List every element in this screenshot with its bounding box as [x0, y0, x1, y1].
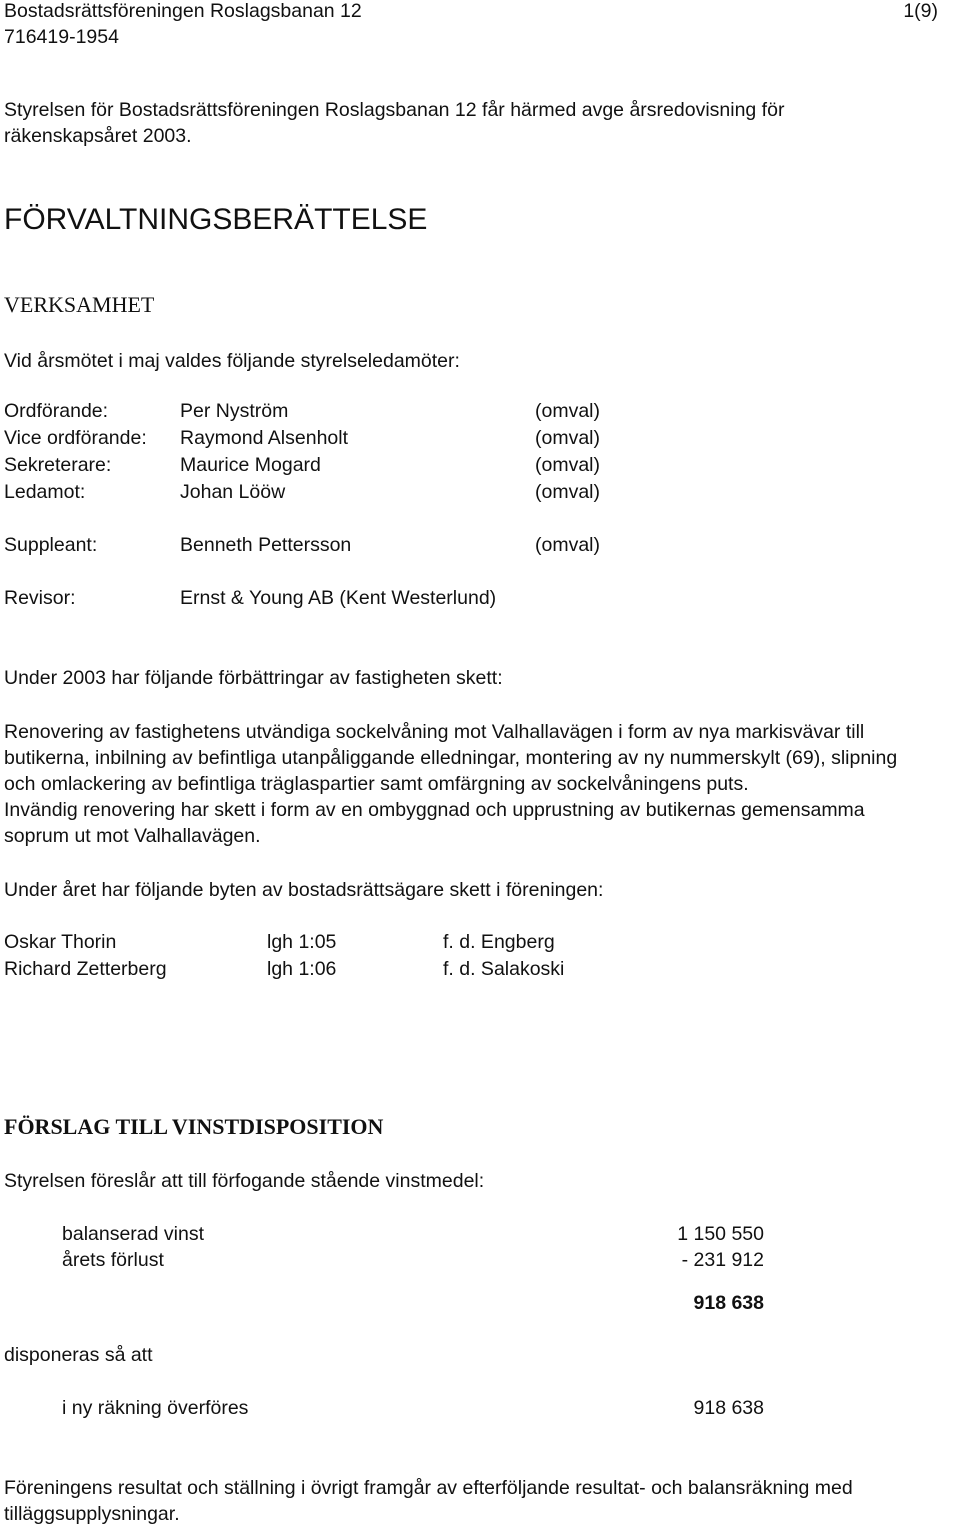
auditor-name: Ernst & Young AB (Kent Westerlund)	[180, 587, 497, 609]
org-name: Bostadsrättsföreningen Roslagsbanan 12	[4, 0, 362, 22]
board-note: (omval)	[534, 454, 600, 476]
disposition-label: disponeras så att	[4, 1344, 153, 1366]
previous-owner: f. d. Salakoski	[443, 958, 565, 980]
board-member-name: Per Nyström	[180, 400, 289, 422]
vinst-intro: Styrelsen föreslår att till förfogande stående vinstmedel:	[4, 1170, 485, 1192]
board-intro: Vid årsmötet i maj valdes följande styrelseledamöter:	[4, 350, 460, 372]
transfer-label: i ny räkning överföres	[62, 1397, 249, 1419]
board-member-name: Raymond Alsenholt	[180, 427, 349, 449]
org-number: 716419-1954	[4, 26, 119, 48]
improvements-line: och omlackering av befintliga träglaspartier samt omfärgning av sockelvåningens puts.	[4, 773, 749, 795]
apartment-number: lgh 1:05	[267, 931, 337, 953]
vinst-label: balanserad vinst	[62, 1223, 205, 1245]
intro-line-2: räkenskapsåret 2003.	[4, 125, 192, 147]
intro-line-1: Styrelsen för Bostadsrättsföreningen Roslagsbanan 12 får härmed avge årsredovisning för	[4, 99, 785, 121]
improvements-intro: Under 2003 har följande förbättringar av fastigheten skett:	[4, 667, 503, 689]
board-member-name: Johan Lööw	[180, 481, 286, 503]
improvements-line: Renovering av fastighetens utvändiga sockelvåning mot Valhallavägen i form av nya markisvävar till	[4, 721, 865, 743]
vinst-value: 1 150 550	[677, 1223, 764, 1245]
apartment-number: lgh 1:06	[267, 958, 337, 980]
board-note: (omval)	[534, 481, 600, 503]
owner-name: Oskar Thorin	[4, 931, 117, 953]
vinst-value: - 231 912	[681, 1249, 764, 1271]
transfer-value: 918 638	[693, 1397, 764, 1419]
section-heading-vinstdisposition: FÖRSLAG TILL VINSTDISPOSITION	[4, 1114, 384, 1139]
board-note: (omval)	[534, 400, 600, 422]
board-role: Vice ordförande:	[4, 427, 147, 449]
vinst-total: 918 638	[693, 1292, 764, 1314]
deputy-note: (omval)	[534, 534, 600, 556]
board-member-name: Maurice Mogard	[180, 454, 321, 476]
board-note: (omval)	[534, 427, 600, 449]
vinst-label: årets förlust	[62, 1249, 164, 1271]
page-title: FÖRVALTNINGSBERÄTTELSE	[4, 203, 428, 236]
deputy-role: Suppleant:	[4, 534, 98, 556]
footer-line-2: tilläggsupplysningar.	[4, 1503, 180, 1525]
improvements-line: soprum ut mot Valhallavägen.	[4, 825, 261, 847]
board-role: Sekreterare:	[4, 454, 112, 476]
improvements-line: Invändig renovering har skett i form av en ombyggnad och upprustning av butikernas gemensamma	[4, 799, 865, 821]
board-role: Ledamot:	[4, 481, 86, 503]
auditor-role: Revisor:	[4, 587, 76, 609]
section-heading-verksamhet: VERKSAMHET	[4, 292, 155, 317]
owner-name: Richard Zetterberg	[4, 958, 167, 980]
footer-line-1: Föreningens resultat och ställning i övrigt framgår av efterföljande resultat- och balansräkning med	[4, 1477, 853, 1499]
board-role: Ordförande:	[4, 400, 109, 422]
page-number: 1(9)	[903, 0, 938, 22]
previous-owner: f. d. Engberg	[443, 931, 555, 953]
improvements-line: butikerna, inbilning av befintliga utanpåliggande elledningar, montering av ny nummerskylt (69), slipning	[4, 747, 898, 769]
deputy-name: Benneth Pettersson	[180, 534, 352, 556]
changes-intro: Under året har följande byten av bostadsrättsägare skett i föreningen:	[4, 879, 604, 901]
